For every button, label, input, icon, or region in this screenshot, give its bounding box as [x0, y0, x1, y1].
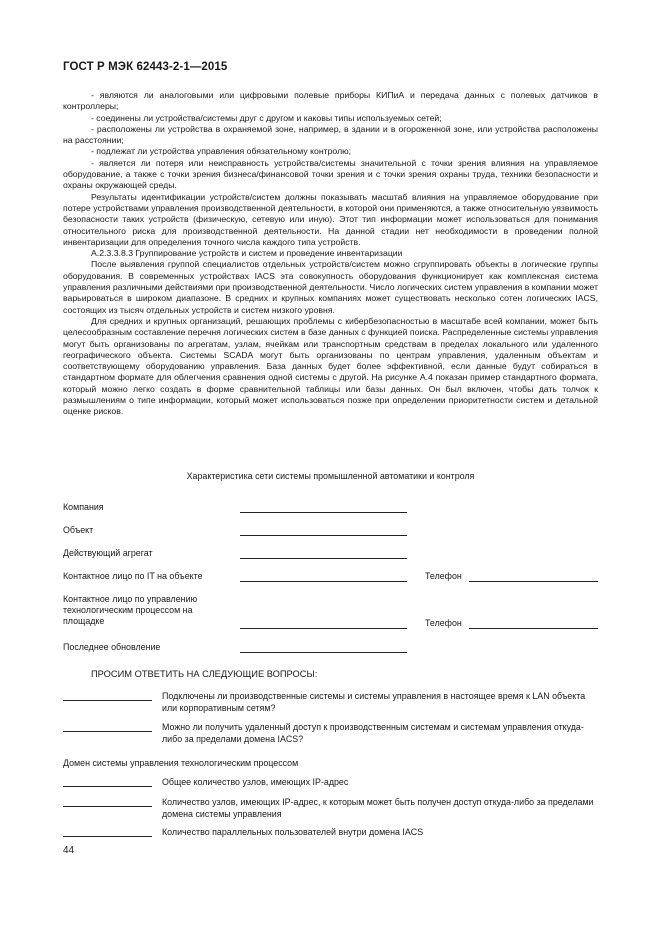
paragraph: - является ли потеря или неисправность устройства/системы значительной с точки зрения влияния на управляемое оборудование, а также с точки зрения бизнеса/финансовой точки зрения и с точки зрения охраны труда, техники безопасности и охраны окружающей среды.	[63, 157, 598, 191]
phone-line-1	[469, 581, 598, 582]
domain-item-3: Количество параллельных пользователей внутри домена IACS	[162, 827, 424, 837]
standard-header: ГОСТ Р МЭК 62443-2-1—2015	[63, 61, 228, 73]
field-label-process-contact: Контактное лицо по управлению технологическим процессом на площадке	[63, 594, 198, 626]
paragraph: - расположены ли устройства в охраняемой зоне, например, в здании и в огороженной зоне, или устройства расположены на расстоянии;	[63, 123, 598, 146]
field-line-process-contact	[240, 628, 407, 629]
field-line-it-contact	[240, 581, 407, 582]
answer-line-d2	[63, 806, 152, 807]
answer-line-q1	[63, 700, 152, 701]
answer-line-q2	[63, 731, 152, 732]
paragraph: Результаты идентификации устройств/систем должны показывать масштаб влияния на управляемое оборудование при потере устройствами управления производственной деятельности, в которой они применяются, а также относительную уязвимость безопасности таких устройств (физическую, сетевую или иную). Этот тип информации может использоваться для понимания относительного риска для производственной деятельности. На данной стадии нет необходимости в проведении полной инвентаризации для определения точного числа каждого типа устройств.	[63, 191, 598, 247]
body-text	[63, 90, 598, 418]
phone-label-2: Телефон	[425, 618, 462, 628]
field-line-object	[240, 535, 407, 536]
field-label-company: Компания	[63, 502, 104, 512]
field-label-object: Объект	[63, 525, 94, 535]
paragraph: - подлежат ли устройства управления обязательному контролю;	[91, 146, 352, 157]
phone-line-2	[469, 628, 598, 629]
form-title: Характеристика сети системы промышленной автоматики и контроля	[186, 471, 475, 481]
page-number: 44	[63, 845, 75, 856]
paragraph: Для средних и крупных организаций, решающих проблемы с кибербезопасностью в масштабе всей компании, может быть целесообразным составление перечня логических систем в базе данных с функцией поиска. Распределенные системы управления могут быть организованы по агрегатам, узлам, ячейкам или транспортным средствам в пределах локального или удаленного географического объекта. Системы SCADA могут быть организованы по центрам управления, удаленным объектам и соответствующему оборудованию управления. База данных будет более эффективной, если данные будут собираться в стандартном формате для облегчения сравнения одной системы с другой. На рисунке А.4 показан пример стандартного формата, который можно легко создать в форме сравнительной таблицы или базы данных. Он был включен, чтобы дать толчок к размышлениям о типе информации, который может использоваться позже при определении приоритетности систем и детальной оценке рисков.	[63, 315, 598, 417]
field-label-unit: Действующий агрегат	[63, 548, 153, 558]
phone-label-1: Телефон	[425, 571, 462, 581]
field-label-it-contact: Контактное лицо по IT на объекте	[63, 571, 203, 581]
field-label-last-update: Последнее обновление	[63, 642, 161, 652]
paragraph: - являются ли аналоговыми или цифровыми полевые приборы КИПиА и передача данных с полевых датчиков в контроллеры;	[63, 90, 598, 112]
question-1: Подключены ли производственные системы и системы управления в настоящее время к LAN объекта или корпоративным сетям?	[162, 691, 586, 713]
field-line-company	[240, 512, 407, 513]
question-2: Можно ли получить удаленный доступ к производственным системам и системам управления откуда-либо за пределами домена IACS?	[162, 722, 584, 744]
answer-line-d1	[63, 786, 152, 787]
section-heading: А.2.3.3.8.3 Группирование устройств и систем и проведение инвентаризации	[91, 248, 403, 259]
field-line-last-update	[240, 652, 407, 653]
questions-heading: ПРОСИМ ОТВЕТИТЬ НА СЛЕДУЮЩИЕ ВОПРОСЫ:	[91, 669, 318, 679]
paragraph: - соединены ли устройства/системы друг с другом и каковы типы используемых сетей;	[91, 112, 442, 123]
paragraph: После выявления группой специалистов отдельных устройств/систем можно сгруппировать объекты в логические группы оборудования. В современных устройствах IACS эта совокупность оборудования функционирует как комплексная система управления различными действиями при производственной деятельности. Число логических систем управления в компании может варьироваться в широком диапазоне. В средних и крупных компаниях может существовать несколько сотен логических IACS, состоящих из тысяч отдельных устройств и систем низкого уровня.	[63, 259, 598, 315]
field-line-unit	[240, 558, 407, 559]
domain-item-1: Общее количество узлов, имеющих IP-адрес	[162, 777, 349, 787]
domain-item-2: Количество узлов, имеющих IP-адрес, к которым может быть получен доступ откуда-либо за пределами домена системы управления	[162, 797, 594, 819]
domain-heading: Домен системы управления технологическим процессом	[63, 758, 299, 768]
answer-line-d3	[63, 836, 152, 837]
